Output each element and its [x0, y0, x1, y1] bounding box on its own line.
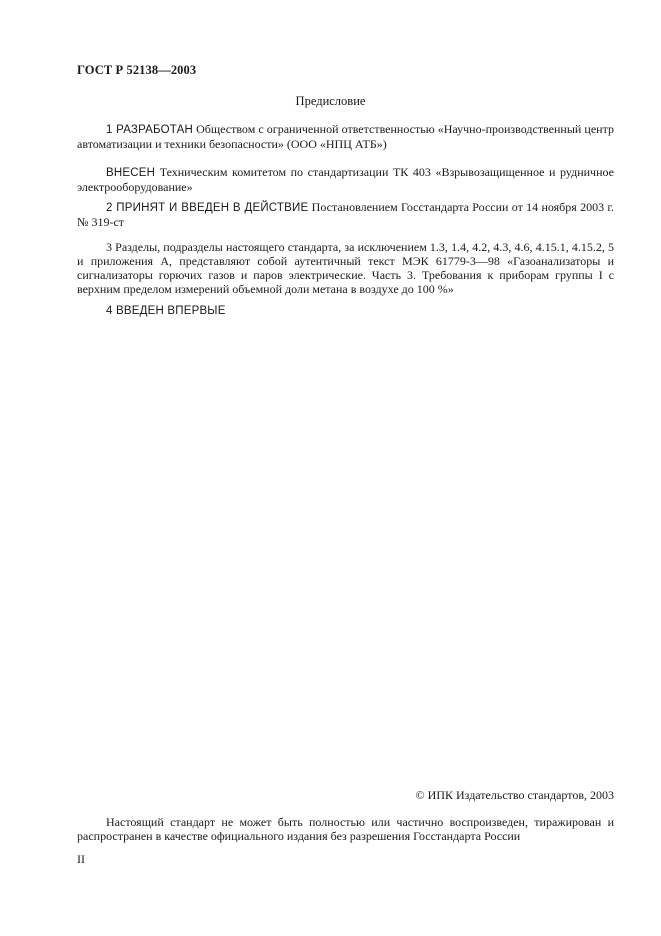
copyright-line: © ИПК Издательство стандартов, 2003 [415, 788, 614, 802]
foreword-item-developed [77, 122, 614, 151]
foreword-title: Предисловие [295, 94, 366, 108]
item-text: Обществом с ограниченной ответственностью «Научно-производственный центр автоматизации и техники безопасности» (ООО «НПЦ АТБ») [77, 122, 614, 151]
page-number: II [77, 852, 85, 866]
foreword-item-first-time [77, 303, 614, 318]
item-text: Техническим комитетом по стандартизации ТК 403 «Взрывозащищенное и рудничное электрооборудование» [77, 165, 614, 194]
item-text: Постановлением Госстандарта России от 14 ноября 2003 г. № 319-ст [77, 200, 614, 229]
item-lead: 1 РАЗРАБОТАН [106, 124, 194, 136]
item-lead: ВНЕСЕН [106, 167, 156, 179]
item-lead: 4 ВВЕДЕН ВПЕРВЫЕ [106, 305, 226, 317]
foreword-item-adopted [77, 200, 614, 229]
foreword-item-sections [77, 240, 614, 296]
reproduction-notice: Настоящий стандарт не может быть полностью или частично воспроизведен, тиражирован и распространен в качестве официального издания без разрешения Госстандарта России [77, 815, 614, 843]
foreword-item-introduced [77, 165, 614, 194]
standard-id: ГОСТ Р 52138—2003 [77, 63, 197, 77]
document-header [77, 63, 196, 77]
item-text: 3 Разделы, подразделы настоящего стандарта, за исключением 1.3, 1.4, 4.2, 4.3, 4.6, 4.15.1, 4.15.2, 5 и приложения А, представляют собой аутентичный текст МЭК 61779-3—98 «Газоанализаторы и сигнализаторы горючих газов и паров электрические. Часть 3. Требования к приборам группы I с верхним пределом измерений объемной доли метана в воздухе до 100 %» [77, 240, 614, 296]
item-lead: 2 ПРИНЯТ И ВВЕДЕН В ДЕЙСТВИЕ [106, 202, 309, 214]
